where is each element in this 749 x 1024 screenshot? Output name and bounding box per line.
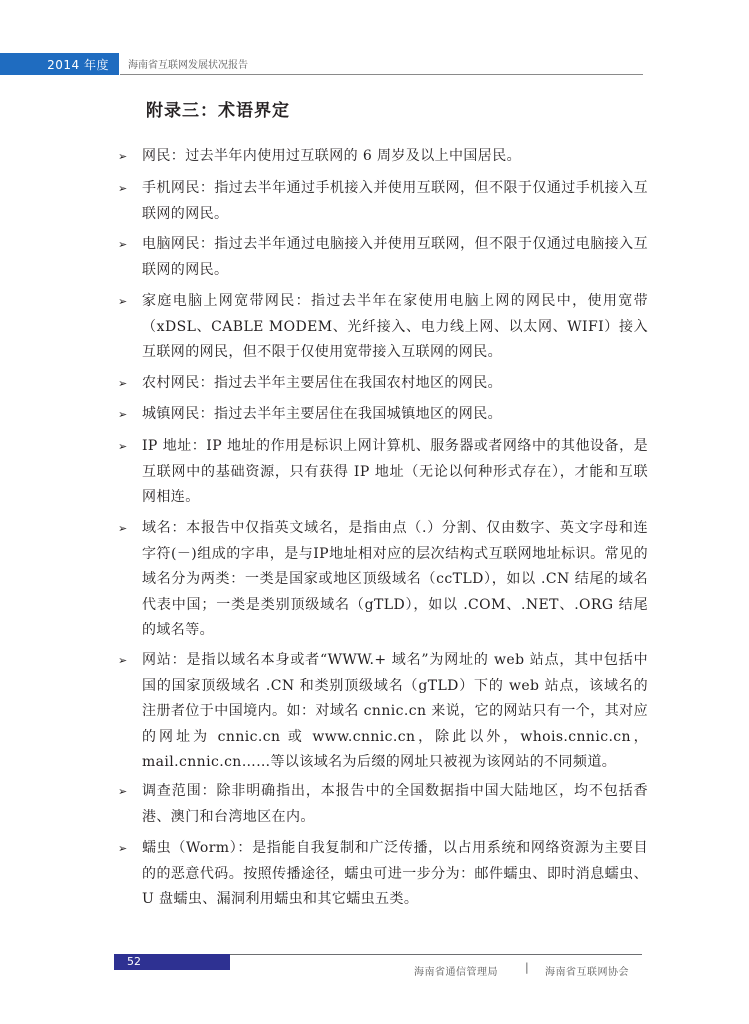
term-text: 电脑网民：指过去半年通过电脑接入并使用互联网，但不限于仅通过电脑接入互联网的网民。 bbox=[142, 236, 648, 278]
term-item bbox=[118, 289, 648, 366]
term-item bbox=[118, 434, 648, 511]
header-divider bbox=[120, 74, 643, 75]
term-text: 蠕虫（Worm）：是指能自我复制和广泛传播，以占用系统和网络资源为主要目的的恶意代码。按照传播途径，蠕虫可进一步分为：邮件蠕虫、即时消息蠕虫、U 盘蠕虫、漏洞利用蠕虫和其它蠕虫五类。 bbox=[142, 840, 648, 907]
term-item bbox=[118, 516, 648, 644]
term-text: IP 地址：IP 地址的作用是标识上网计算机、服务器或者网络中的其他设备，是互联网中的基础资源，只有获得 IP 地址（无论以何种形式存在），才能和互联网相连。 bbox=[142, 438, 648, 505]
bullet-arrow-icon: ➢ bbox=[118, 238, 128, 251]
footer-divider bbox=[230, 954, 642, 955]
term-text: 域名：本报告中仅指英文域名，是指由点（.）分割、仅由数字、英文字母和连字符(－)组成的字串，是与IP地址相对应的层次结构式互联网地址标识。常见的域名分为两类：一类是国家或地区顶级域名（ccTLD），如以 .CN 结尾的域名代表中国；一类是类别顶级域名（gTLD），如以 .COM、.NET、.ORG 结尾的域名等。 bbox=[142, 520, 648, 638]
bullet-arrow-icon: ➢ bbox=[118, 377, 128, 390]
term-item bbox=[118, 779, 648, 830]
term-item bbox=[118, 402, 648, 428]
footer-left-org: 海南省通信管理局 bbox=[414, 967, 498, 978]
bullet-arrow-icon: ➢ bbox=[118, 408, 128, 421]
term-text: 网站：是指以域名本身或者“WWW.+ 域名”为网址的 web 站点，其中包括中国的国家顶级域名 .CN 和类别顶级域名（gTLD）下的 web 站点，该域名的注册者位于中国境内。如：对域名 cnnic.cn 来说，它的网站只有一个，其对应的网址为 cnnic.cn 或 www.cnnic.cn，除此以外，whois.cnnic.cn，mail.cnnic.cn……等以该域名为后缀的网址只被视为该网站的不同频道。 bbox=[142, 652, 648, 770]
bullet-arrow-icon: ➢ bbox=[118, 522, 128, 535]
term-text: 家庭电脑上网宽带网民：指过去半年在家使用电脑上网的网民中，使用宽带（xDSL、CABLE MODEM、光纤接入、电力线上网、以太网、WIFI）接入互联网的网民，但不限于仅使用宽带接入互联网的网民。 bbox=[142, 293, 648, 360]
footer-separator: | bbox=[525, 961, 529, 974]
term-text: 手机网民：指过去半年通过手机接入并使用互联网，但不限于仅通过手机接入互联网的网民。 bbox=[142, 180, 648, 222]
bullet-arrow-icon: ➢ bbox=[118, 785, 128, 798]
term-item bbox=[118, 144, 648, 170]
header-year-bar bbox=[0, 53, 119, 75]
bullet-arrow-icon: ➢ bbox=[118, 150, 128, 163]
footer-page-bar bbox=[114, 954, 230, 970]
bullet-arrow-icon: ➢ bbox=[118, 842, 128, 855]
term-text: 农村网民：指过去半年主要居住在我国农村地区的网民。 bbox=[142, 375, 502, 391]
term-text: 调查范围：除非明确指出，本报告中的全国数据指中国大陆地区，均不包括香港、澳门和台湾地区在内。 bbox=[142, 783, 648, 825]
page-title: 附录三：术语界定 bbox=[146, 101, 290, 121]
header-year-label: 2014 年度 bbox=[47, 57, 109, 72]
footer-right-org: 海南省互联网协会 bbox=[545, 967, 629, 978]
bullet-arrow-icon: ➢ bbox=[118, 182, 128, 195]
page-number: 52 bbox=[127, 955, 141, 968]
term-item bbox=[118, 176, 648, 227]
term-item bbox=[118, 648, 648, 776]
term-text: 网民：过去半年内使用过互联网的 6 周岁及以上中国居民。 bbox=[142, 148, 522, 164]
bullet-arrow-icon: ➢ bbox=[118, 440, 128, 453]
term-item bbox=[118, 836, 648, 913]
term-text: 城镇网民：指过去半年主要居住在我国城镇地区的网民。 bbox=[142, 406, 502, 422]
bullet-arrow-icon: ➢ bbox=[118, 295, 128, 308]
term-item bbox=[118, 232, 648, 283]
term-item bbox=[118, 371, 648, 397]
bullet-arrow-icon: ➢ bbox=[118, 654, 128, 667]
header-report-title: 海南省互联网发展状况报告 bbox=[128, 60, 248, 71]
